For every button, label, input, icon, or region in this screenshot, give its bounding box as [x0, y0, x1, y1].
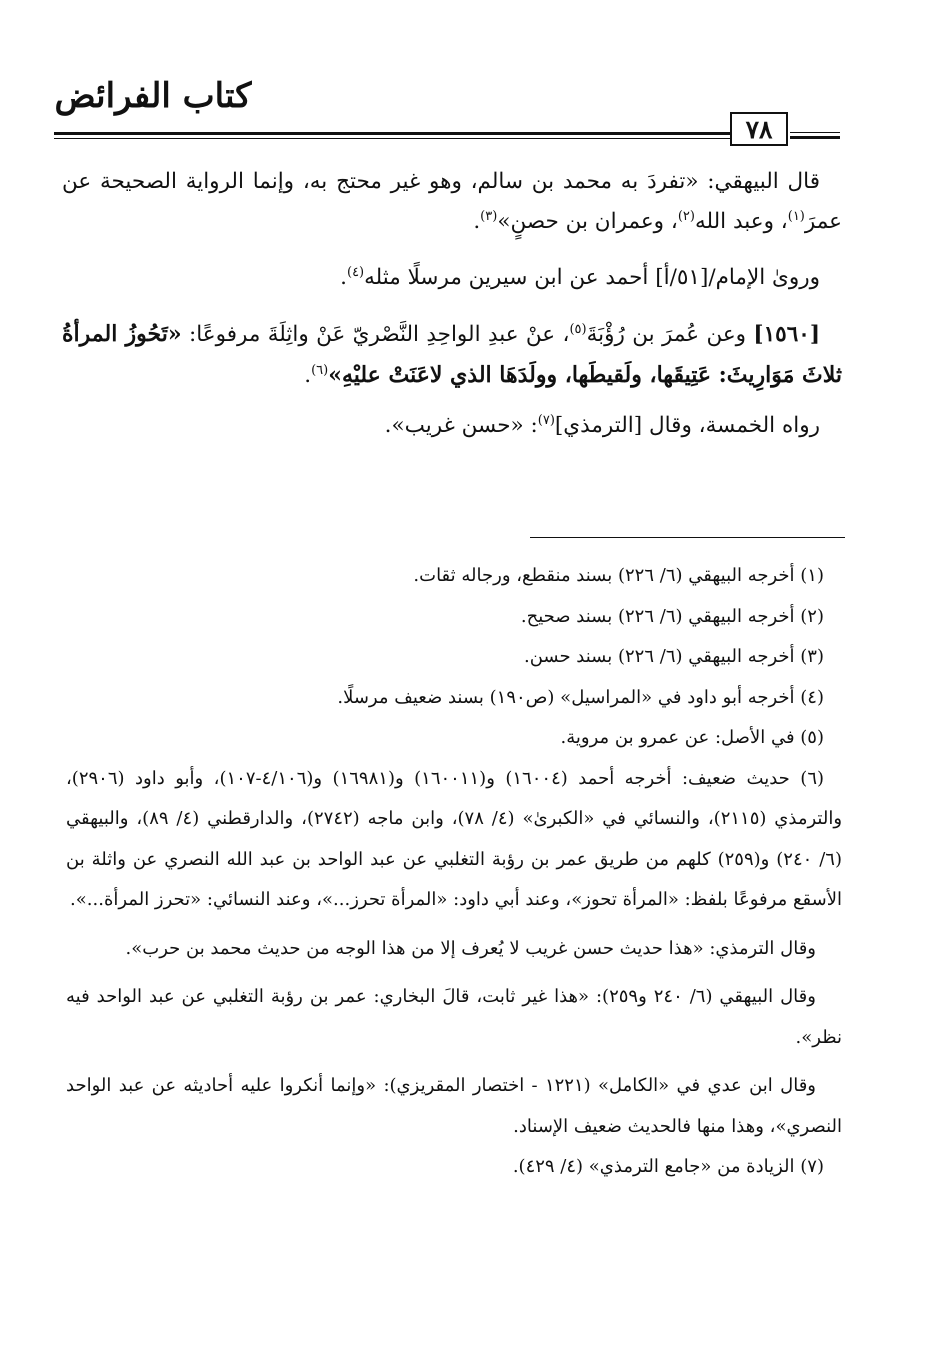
paragraph-bayhaqi: قال البيهقي: «تفردَ به محمد بن سالم، وهو غير محتج به، وإنما الرواية الصحيحة عن عمرَ$^{(١)}$، وعبد الله$^{(٢)}$، وعمران بن حصنٍ»$^{(٣)}$.: [62, 169, 842, 234]
footnote-ref: (٥): [569, 321, 587, 337]
footnote-3: (٣) أخرجه البيهقي (٦/ ٢٢٦) بسند حسن.: [523, 646, 824, 667]
footnote-ref: (٢): [677, 208, 695, 224]
footnote-1: (١) أخرجه البيهقي (٦/ ٢٢٦) بسند منقطع، ورجاله ثقات.: [413, 565, 824, 586]
header-rule-right: [790, 132, 840, 133]
footnote-ref: (٤): [346, 264, 365, 280]
footnote-ref: (٣): [480, 208, 498, 224]
footnote-2: (٢) أخرجه البيهقي (٦/ ٢٢٦) بسند صحيح.: [520, 605, 824, 627]
header-rule-thin: [54, 138, 730, 139]
footnotes: [66, 556, 842, 1188]
hadith-text: «تَحُوزُ المرأةُ ثلاثَ مَوَارِيثَ: عَتِيقَها، ولَقيطَها، وولَدَهَا الذي لاعَنَتْ عليْهِ»: [62, 321, 842, 388]
book-title: كتاب الفرائض: [54, 76, 252, 116]
hadith-number: [١٥٦٠]: [753, 322, 820, 347]
page-number: ٧٨: [730, 112, 788, 146]
main-text: [62, 162, 842, 462]
footnote-ref: (٦): [311, 362, 329, 378]
footnote-6-tirmidhi: وقال الترمذي: «هذا حديث حسن غريب لا يُعرف إلا من هذا الوجه من حديث محمد بن حرب».: [125, 937, 816, 959]
footnote-7: (٧) الزيادة من «جامع الترمذي» (٤/ ٤٢٩).: [512, 1156, 824, 1177]
footnote-6-ibn-adi: وقال ابن عدي في «الكامل» (١٢٢١ - اختصار المقريزي): «وإنما أنكروا عليه أحاديثه عن عبد الواحد النصري»، وهذا منها فالحديث ضعيف الإسناد.: [66, 1075, 842, 1137]
footnote-separator: [530, 537, 845, 538]
footnote-6-bayhaqi: وقال البيهقي (٦/ ٢٤٠ و٢٥٩): «هذا غير ثابت، قالَ البخاري: عمر بن رؤبة التغلبي عن عبد الواحد فيه نظر».: [66, 986, 842, 1048]
paragraph-ahmad: وروىٰ الإمام/[٥١/أ] أحمد عن ابن سيرين مرسلًا مثله$^{(٤)}$.: [340, 264, 820, 290]
paragraph-narration: رواه الخمسة، وقال [الترمذي]$^{(٧)}$: «حسن غريب».: [384, 412, 820, 438]
footnote-4: (٤) أخرجه أبو داود في «المراسيل» (ص١٩٠) بسند ضعيف مرسلًا.: [337, 686, 824, 708]
footnote-5: (٥) في الأصل: عن عمرو بن مروية.: [560, 727, 824, 748]
header-rule: [54, 132, 730, 135]
page-header: [48, 72, 840, 152]
header-rule-right-thick: [790, 136, 840, 139]
footnote-6: (٦) حديث ضعيف: أخرجه أحمد (١٦٠٠٤) و(١٦٠٠١١) و(١٦٩٨١) و(٤/١٠٦-١٠٧)، وأبو داود (٢٩٠٦)، والترمذي (٢١١٥)، والنسائي في «الكبرىٰ» (٤/ ٧٨)، وابن ماجه (٢٧٤٢)، والدارقطني (٤/ ٨٩)، والبيهقي (٦/ ٢٤٠) و(٢٥٩) كلهم من طريق عمر بن رؤبة التغلبي عن عبد الواحد بن عبد الله النصري عن واثلة بن الأسقع مرفوعًا بلفظ: «المرأة تحوز»، وعند أبي داود: «المرأة تحرز...»، وعند النسائي: «تحرز المرأة...».: [66, 767, 843, 910]
footnote-ref: (١): [787, 208, 805, 224]
footnote-ref: (٧): [537, 412, 555, 428]
paragraph-hadith: [١٥٦٠] وعن عُمرَ بن رُؤْبَةَ$^{(٥)}$، عنْ عبدِ الواحِدِ النَّصْريّ عَنْ واثِلَةَ مرفوعًا: «تَحُوزُ المرأةُ ثلاثَ مَوَارِيثَ: عَتِيقَها، ولَقيطَها، وولَدَهَا الذي لاعَنَتْ عليْهِ»$^{(٦)}$.: [62, 321, 842, 388]
